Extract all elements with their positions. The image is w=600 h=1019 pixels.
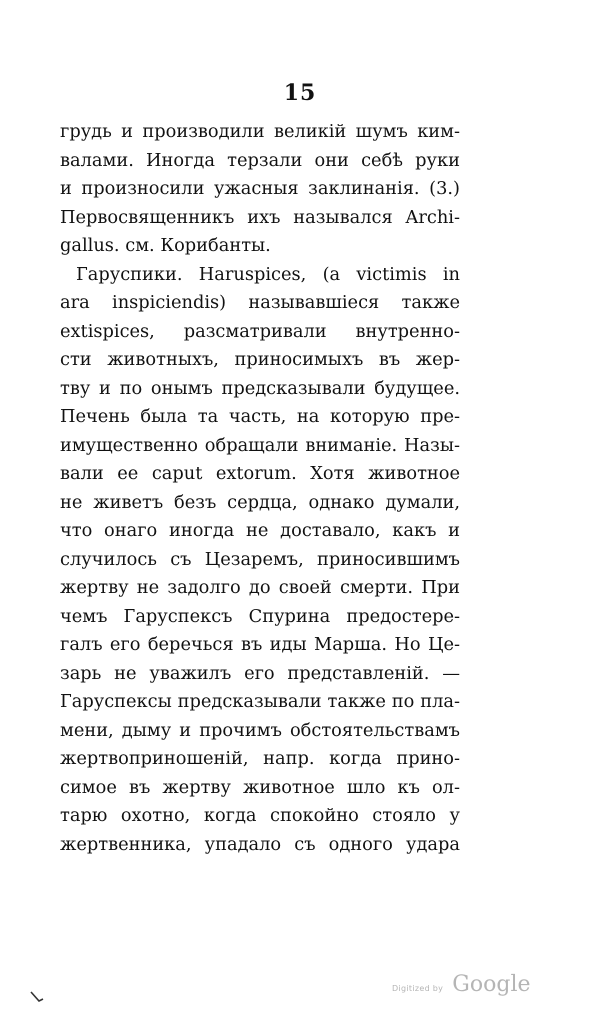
text-line: и произносили ужасныя заклинанія. (3.) [60, 178, 460, 199]
text-line: жертву не задолго до своей смерти. При [60, 577, 460, 598]
text-line: тву и по онымъ предсказывали будущее. [60, 377, 460, 399]
text-line: имущественно обращали вниманіе. Назы- [60, 434, 460, 456]
text-line: не живетъ безъ сердца, однако думали, [60, 491, 460, 513]
watermark-prefix: Digitized by [392, 984, 444, 993]
text-line: тарю охотно, когда спокойно стояло у [60, 805, 460, 826]
text-line: чемъ Гаруспексъ Спурина предостере- [60, 605, 460, 627]
text-line: gallus. см. Корибанты. [60, 235, 271, 256]
text-line: что онаго иногда не доставало, какъ и [60, 520, 460, 541]
text-line: симое въ жертву животное шло къ ол- [60, 776, 460, 798]
text-line: зарь не уважилъ его представленій. — [60, 662, 460, 684]
text-line: сти животныхъ, приносимыхъ въ жер- [60, 349, 460, 370]
watermark-brand: Google [452, 972, 531, 997]
text-line: жертвоприношеній, напр. когда прино- [60, 748, 460, 769]
text-line: вали ее caput extorum. Хотя животное [60, 463, 460, 484]
text-line: Гаруспексы предсказывали также по пла- [60, 691, 460, 712]
text-line: случилось съ Цезаремъ, приносившимъ [60, 548, 460, 570]
text-line: ara inspiciendis) называвшіеся также [60, 292, 460, 313]
text-line: Печень была та часть, на которую пре- [60, 406, 460, 427]
text-line: Гаруспики. Haruspices, (a victimis in [76, 263, 460, 285]
scan-corner-mark [30, 990, 44, 1004]
text-line: extispices, разсматривали внутренно- [60, 320, 460, 342]
google-watermark [392, 972, 531, 997]
text-line: валами. Иногда терзали они себѣ руки [60, 149, 460, 171]
text-line: галъ его беречься въ иды Марша. Но Це- [60, 634, 460, 655]
page-number: 15 [283, 80, 317, 106]
text-line: грудь и производили великій шумъ ким- [60, 121, 460, 142]
text-line: Первосвященникъ ихъ назывался Archi- [60, 206, 460, 228]
body-text [60, 118, 460, 859]
text-line: мени, дыму и прочимъ обстоятельствамъ [60, 719, 460, 741]
text-line: жертвенника, упадало съ одного удара [60, 833, 460, 855]
